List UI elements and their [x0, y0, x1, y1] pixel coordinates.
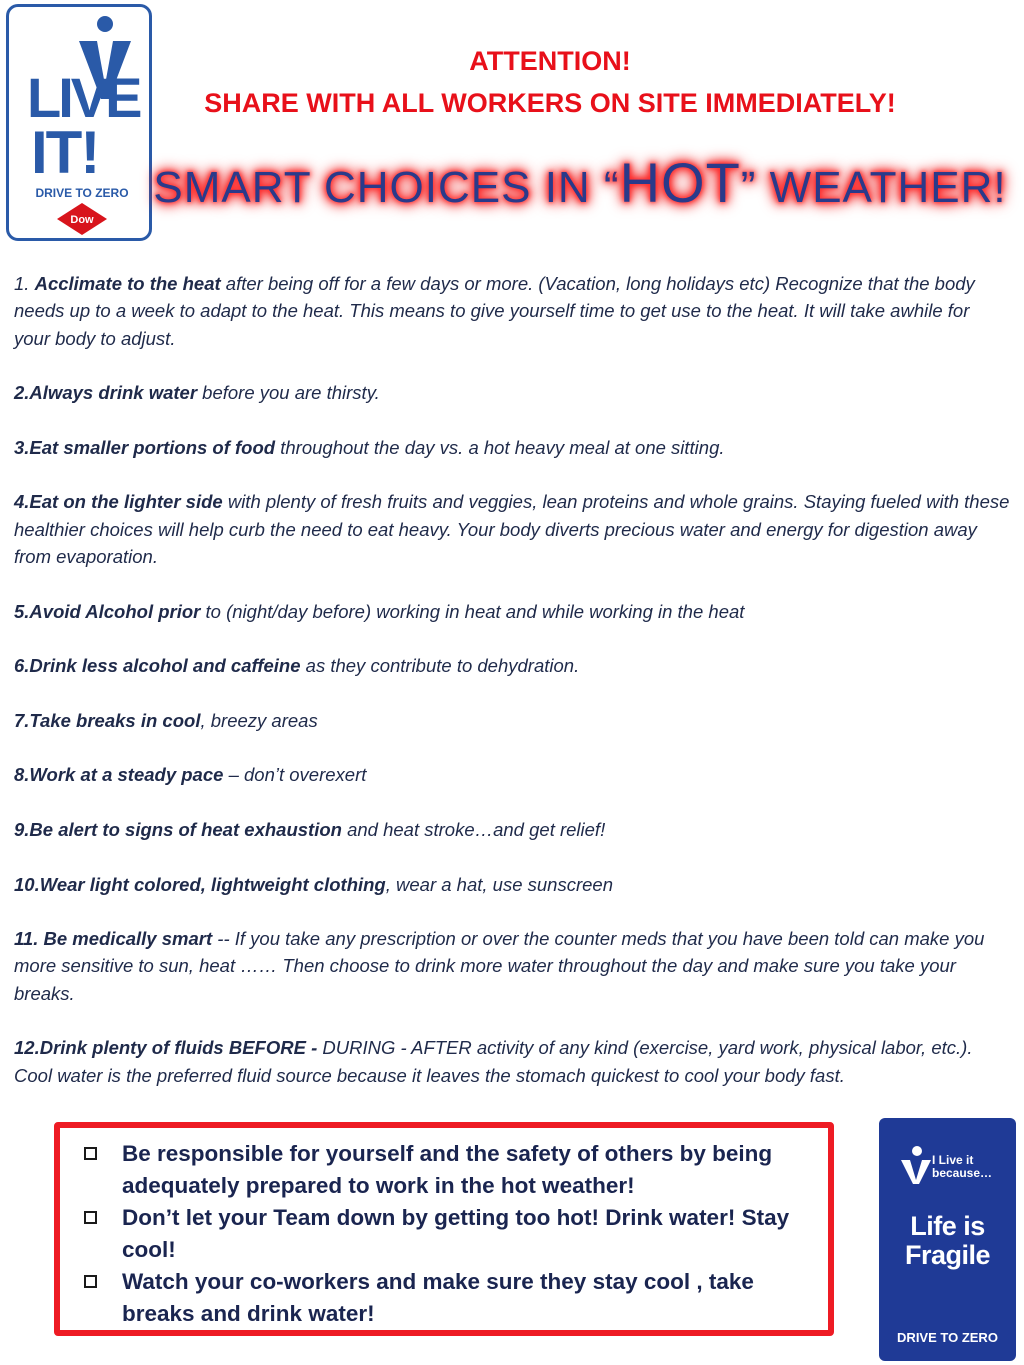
tip-heading: 3.Eat smaller portions of food	[14, 436, 276, 458]
tip-text: as they contribute to dehydration.	[300, 655, 580, 677]
badge-person-head-icon	[912, 1146, 922, 1156]
title-pre: SMART CHOICES IN “	[153, 163, 620, 212]
tip-item	[14, 598, 1010, 625]
tip-text: before you are thirsty.	[197, 382, 380, 404]
tips-list	[14, 270, 1010, 1116]
tip-text: -- If you take any prescription or over the counter meds that you have been told can make you more sensitive to sun, heat …… Then choose to drink more water throughout the day and make sure you take your breaks.	[14, 928, 985, 1004]
tip-item	[14, 434, 1010, 461]
tip-heading: 5.Avoid Alcohol prior	[14, 600, 201, 622]
title-hot: HOT	[619, 151, 741, 214]
tip-heading: 7.Take breaks in cool	[14, 709, 201, 731]
badge-person-icon	[901, 1160, 931, 1184]
badge-big2: Fragile	[904, 1240, 991, 1270]
reminder-list	[76, 1138, 816, 1330]
tip-item	[14, 925, 1010, 1007]
badge-line1: I Live it	[932, 1153, 974, 1167]
badge-line2: because…	[932, 1166, 993, 1180]
tip-item	[14, 871, 1010, 898]
tip-heading: 10.Wear light colored, lightweight clothing	[14, 873, 386, 895]
attention-heading: ATTENTION!	[469, 46, 631, 76]
title-post: ” WEATHER!	[740, 163, 1007, 212]
badge-intro	[932, 1154, 992, 1180]
logo-word-it: IT!	[31, 119, 99, 186]
tip-text: throughout the day vs. a hot heavy meal at one sitting.	[275, 436, 725, 458]
checkbox-bullet-icon	[84, 1147, 97, 1160]
logo-tagline: DRIVE TO ZERO	[35, 186, 129, 200]
tip-heading: 11. Be medically smart	[14, 928, 213, 950]
tip-text: to (night/day before) working in heat and while working in the heat	[200, 600, 745, 622]
tip-heading: 4.Eat on the lighter side	[14, 491, 223, 513]
tip-number: 1.	[14, 273, 35, 294]
reminder-item	[76, 1266, 816, 1330]
tip-text: after being off for a few days or more. (Vacation, long holidays etc) Recognize that the body needs up to a week to adapt to the heat. This means to give yourself time to get use to the heat. It will take awhile for your body to adjust.	[14, 273, 975, 349]
life-is-fragile-badge	[879, 1118, 1016, 1361]
tip-item	[14, 379, 1010, 406]
checkbox-bullet-icon	[84, 1211, 97, 1224]
tip-item	[14, 707, 1010, 734]
reminder-item	[76, 1138, 816, 1202]
badge-big1: Life is	[910, 1211, 985, 1241]
tip-item	[14, 1034, 1010, 1089]
logo-word-live: LIVE	[27, 66, 140, 129]
reminder-text: Be responsible for yourself and the safety of others by being adequately prepared to work in the hot weather!	[122, 1141, 773, 1198]
badge-footer: DRIVE TO ZERO	[897, 1330, 998, 1345]
tip-heading: Acclimate to the heat	[34, 273, 221, 294]
tip-text: , wear a hat, use sunscreen	[385, 873, 614, 895]
logo-brand: Dow	[70, 214, 94, 226]
reminder-box	[54, 1122, 834, 1336]
tip-item	[14, 816, 1010, 843]
page-title	[150, 150, 1010, 215]
share-heading: SHARE WITH ALL WORKERS ON SITE IMMEDIATELY!	[204, 88, 896, 118]
tip-item	[14, 652, 1010, 679]
tip-heading: 12.Drink plenty of fluids BEFORE -	[14, 1037, 323, 1059]
tip-text: with plenty of fresh fruits and veggies, lean proteins and whole grains. Staying fueled with these healthier choices will help curb the need to eat heavy. Your body diverts precious water and energy for digestion away from evaporation.	[14, 491, 1010, 567]
checkbox-bullet-icon	[84, 1275, 97, 1288]
tip-item	[14, 270, 1010, 352]
badge-message	[879, 1212, 1016, 1270]
tip-text: – don’t overexert	[223, 764, 367, 786]
tip-text: , breezy areas	[200, 709, 318, 731]
tip-heading: 6.Drink less alcohol and caffeine	[14, 655, 301, 677]
live-it-logo-graphic	[9, 7, 155, 244]
tip-item	[14, 488, 1010, 570]
tip-heading: 9.Be alert to signs of heat exhaustion	[14, 818, 342, 840]
tip-text: DURING - AFTER activity of any kind (exercise, yard work, physical labor, etc.). Cool water is the preferred fluid source because it leaves the stomach quickest to cool your body fast.	[14, 1037, 973, 1086]
tip-heading: 2.Always drink water	[14, 382, 198, 404]
tip-heading: 8.Work at a steady pace	[14, 764, 224, 786]
reminder-text: Watch your co-workers and make sure they stay cool , take breaks and drink water!	[122, 1269, 754, 1326]
live-it-logo	[6, 4, 152, 241]
reminder-item	[76, 1202, 816, 1266]
reminder-text: Don’t let your Team down by getting too hot! Drink water! Stay cool!	[122, 1205, 790, 1262]
tip-text: and heat stroke…and get relief!	[341, 818, 606, 840]
tip-item	[14, 761, 1010, 788]
